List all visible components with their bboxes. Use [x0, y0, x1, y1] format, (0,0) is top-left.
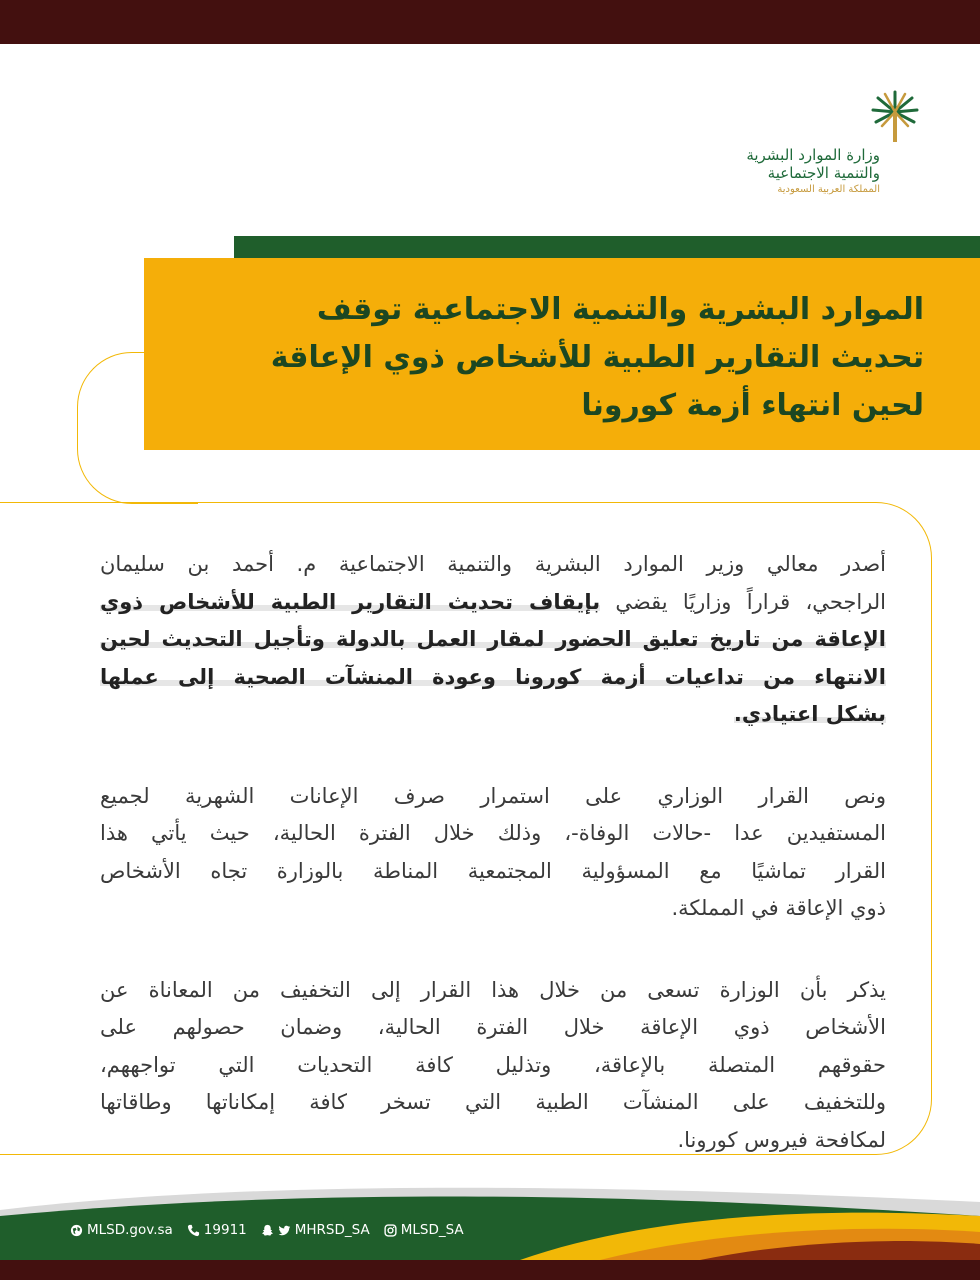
title-accent-strip	[234, 236, 980, 258]
ministry-name-line2: والتنمية الاجتماعية	[767, 164, 880, 182]
ministry-logo	[746, 90, 930, 210]
social-handle[interactable]	[261, 1222, 370, 1238]
article-body	[100, 546, 886, 1203]
website-text: MLSD.gov.sa	[87, 1222, 173, 1238]
snapchat-icon	[261, 1224, 274, 1237]
p1-line-3	[100, 621, 886, 659]
palm-emblem-icon	[870, 90, 920, 154]
p2-line-4: ذوي الإعاقة في المملكة.	[671, 896, 886, 920]
contact-bar	[70, 1220, 478, 1240]
paragraph-2	[100, 778, 886, 928]
p1-line-3-highlight: الإعاقة من تاريخ تعليق الحضور لمقار العمل بالدولة وتأجيل التحديث لحين	[100, 627, 886, 651]
p2-line-1: ونص القرار الوزاري على استمرار صرف الإعانات الشهرية لجميع	[100, 783, 886, 808]
p1-line-4	[100, 659, 886, 697]
headline-line-1: الموارد البشرية والتنمية الاجتماعية توقف	[316, 292, 924, 327]
p2-line-3: القرار تماشيًا مع المسؤولية المجتمعية المناطة بالوزارة تجاه الأشخاص	[100, 858, 886, 883]
headline-line-2: تحديث التقارير الطبية للأشخاص ذوي الإعاقة	[270, 340, 924, 375]
twitter-icon	[278, 1224, 291, 1237]
headline-line-3: لحين انتهاء أزمة كورونا	[581, 388, 924, 423]
kingdom-name: المملكة العربية السعودية	[777, 184, 880, 195]
instagram-text: MLSD_SA	[400, 1222, 464, 1238]
ministry-name-line1: وزارة الموارد البشرية	[746, 146, 880, 164]
phone-text: 19911	[203, 1222, 247, 1238]
headline-box	[144, 258, 980, 450]
instagram-handle[interactable]	[384, 1222, 464, 1238]
p2-line-2: المستفيدين عدا -حالات الوفاة-، وذلك خلال الفترة الحالية، حيث يأتي هذا	[100, 821, 886, 845]
p1-line-4-highlight: الانتهاء من تداعيات أزمة كورونا وعودة المنشآت الصحية إلى عملها	[100, 664, 886, 689]
instagram-icon	[384, 1224, 397, 1237]
p1-line-2-text: الراجحي، قراراً وزاريًا يقضي	[600, 589, 887, 614]
p3-line-2: الأشخاص ذوي الإعاقة خلال الفترة الحالية، وضمان حصولهم على	[100, 1015, 886, 1039]
phone-number[interactable]	[187, 1222, 247, 1238]
phone-icon	[187, 1224, 200, 1237]
p3-line-3: حقوقهم المتصلة بالإعاقة، وتذليل كافة التحديات التي تواجههم،	[100, 1052, 886, 1077]
website-link[interactable]	[70, 1222, 173, 1238]
ministry-name	[680, 146, 880, 198]
p1-line-1: أصدر معالي وزير الموارد البشرية والتنمية الاجتماعية م. أحمد بن سليمان	[100, 552, 886, 576]
bottom-bar	[0, 1260, 980, 1280]
p3-line-5: لمكافحة فيروس كورونا.	[677, 1127, 886, 1152]
social-handle-text: MHRSD_SA	[294, 1222, 370, 1238]
p1-line-5	[100, 696, 886, 734]
paragraph-3	[100, 972, 886, 1160]
p1-line-5-highlight: بشكل اعتيادي.	[733, 702, 886, 726]
paragraph-1	[100, 546, 886, 734]
p3-line-4: وللتخفيف على المنشآت الطبية التي تسخر كافة إمكاناتها وطاقاتها	[100, 1090, 886, 1114]
p1-line-2-highlight: بإيقاف تحديث التقارير الطبية للأشخاص ذوي	[100, 589, 601, 614]
globe-icon	[70, 1224, 83, 1237]
top-bar	[0, 0, 980, 44]
p3-line-1: يذكر بأن الوزارة تسعى من خلال هذا القرار إلى التخفيف من المعاناة عن	[100, 977, 886, 1002]
p1-line-2	[100, 584, 886, 622]
